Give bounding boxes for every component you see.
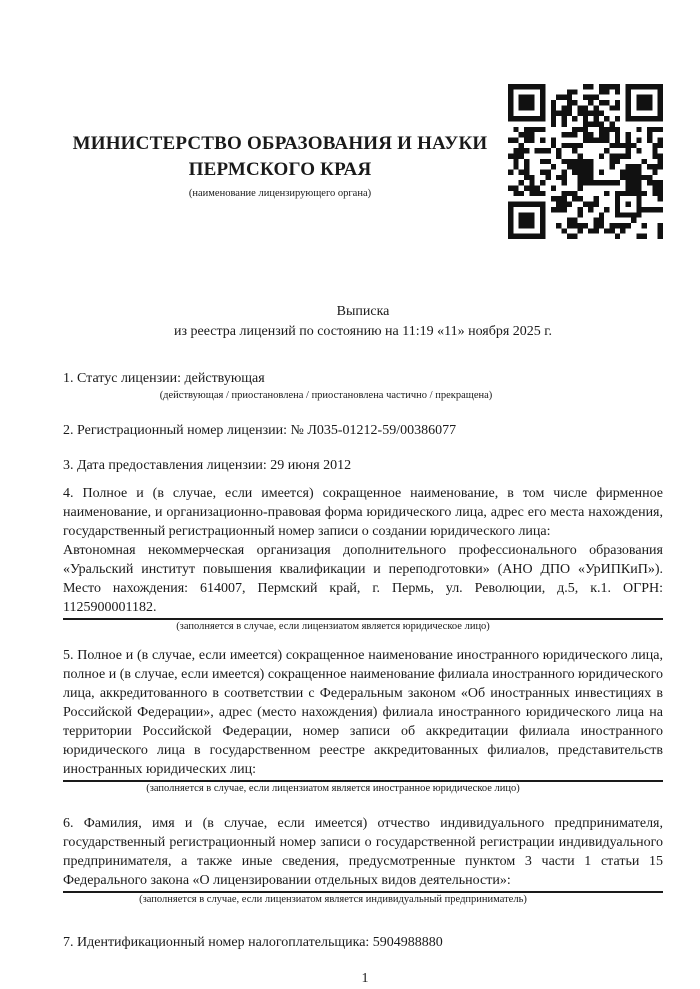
licensing-authority-name-line2: ПЕРМСКОГО КРАЯ <box>188 159 372 180</box>
licensing-authority-block <box>63 0 497 200</box>
document-header <box>63 0 663 240</box>
item-1-license-status: 1. Статус лицензии: действующая <box>63 371 265 386</box>
item-3-license-grant-date: 3. Дата предоставления лицензии: 29 июня 2012 <box>63 458 352 473</box>
document-title <box>63 302 663 342</box>
qr-code-graphic <box>508 84 663 239</box>
item-6-individual-entrepreneur-label: 6. Фамилия, имя и (в случае, если имеется) отчество индивидуального предпринимателя, государственный регистрационный номер записи о государственной регистрации индивидуального предпринимателя, а также иные сведения, предусмотренные пунктом 3 части 1 статьи 15 Федерального закона «О лицензировании отдельных видов деятельности»: <box>63 816 663 888</box>
item-1-caption: (действующая / приостановлена / приостановлена частично / прекращена) <box>159 390 493 401</box>
qr-code <box>508 84 663 239</box>
item-7-taxpayer-id: 7. Идентификационный номер налогоплательщика: 5904988880 <box>63 935 443 950</box>
item-4-legal-entity-label: 4. Полное и (в случае, если имеется) сокращенное наименование, в том числе фирменное наименование, и организационно-правовая форма юридического лица, адрес его места нахождения, государственный регистрационный номер записи о создании юридического лица: <box>63 486 663 539</box>
item-4-caption: (заполняется в случае, если лицензиатом является юридическое лицо) <box>176 621 490 632</box>
document-title-line1: Выписка <box>336 304 390 319</box>
page-number: 1 <box>361 971 369 986</box>
licensing-authority-name-line1: МИНИСТЕРСТВО ОБРАЗОВАНИЯ И НАУКИ <box>72 133 488 154</box>
document-title-line2: из реестра лицензий по состоянию на 11:19 «11» ноября 2025 г. <box>174 324 552 339</box>
item-2-registration-number: 2. Регистрационный номер лицензии: № Л035-01212-59/00386077 <box>63 423 457 438</box>
item-6-caption: (заполняется в случае, если лицензиатом является индивидуальный предприниматель) <box>139 894 527 905</box>
item-5-foreign-entity-label: 5. Полное и (в случае, если имеется) сокращенное наименование иностранного юридического лица, полное и (в случае, если имеется) сокращенное наименование филиала иностранного юридического лица, аккредитованного в соответствии с Федеральным законом «Об иностранных инвестициях в Российской Федерации», адрес (место нахождения) филиала иностранного юридического лица на территории Российской Федерации, номер записи об аккредитации филиала иностранного юридического лица в государственном реестре аккредитованных филиалов, представительств иностранных юридических лиц: <box>63 648 663 777</box>
licensing-authority-caption: (наименование лицензирующего органа) <box>188 188 372 199</box>
item-5-caption: (заполняется в случае, если лицензиатом является иностранное юридическое лицо) <box>146 783 520 794</box>
item-4-legal-entity-value: Автономная некоммерческая организация дополнительного профессионального образования «Уральский институт повышения квалификации и переподготовки» (АНО ДПО «УрИПКиП»). Место нахождения: 614007, Пермский край, г. Пермь, ул. Революции, д.5, к.1. ОГРН: 1125900001182. <box>63 543 663 615</box>
